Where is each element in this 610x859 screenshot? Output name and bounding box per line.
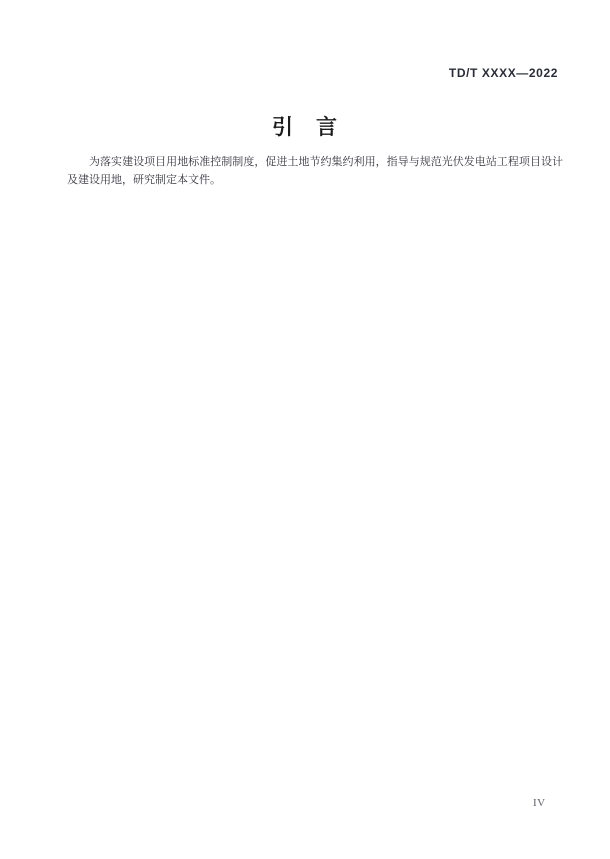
section-title-foreword: 引 言 bbox=[272, 116, 338, 139]
foreword-paragraph: 为落实建设项目用地标准控制制度，促进土地节约集约利用，指导与规范光伏发电站工程项目设计及建设用地，研究制定本文件。 bbox=[67, 156, 563, 186]
page-number: IV bbox=[533, 797, 546, 809]
standard-code-header: TD/T XXXX—2022 bbox=[448, 66, 558, 80]
